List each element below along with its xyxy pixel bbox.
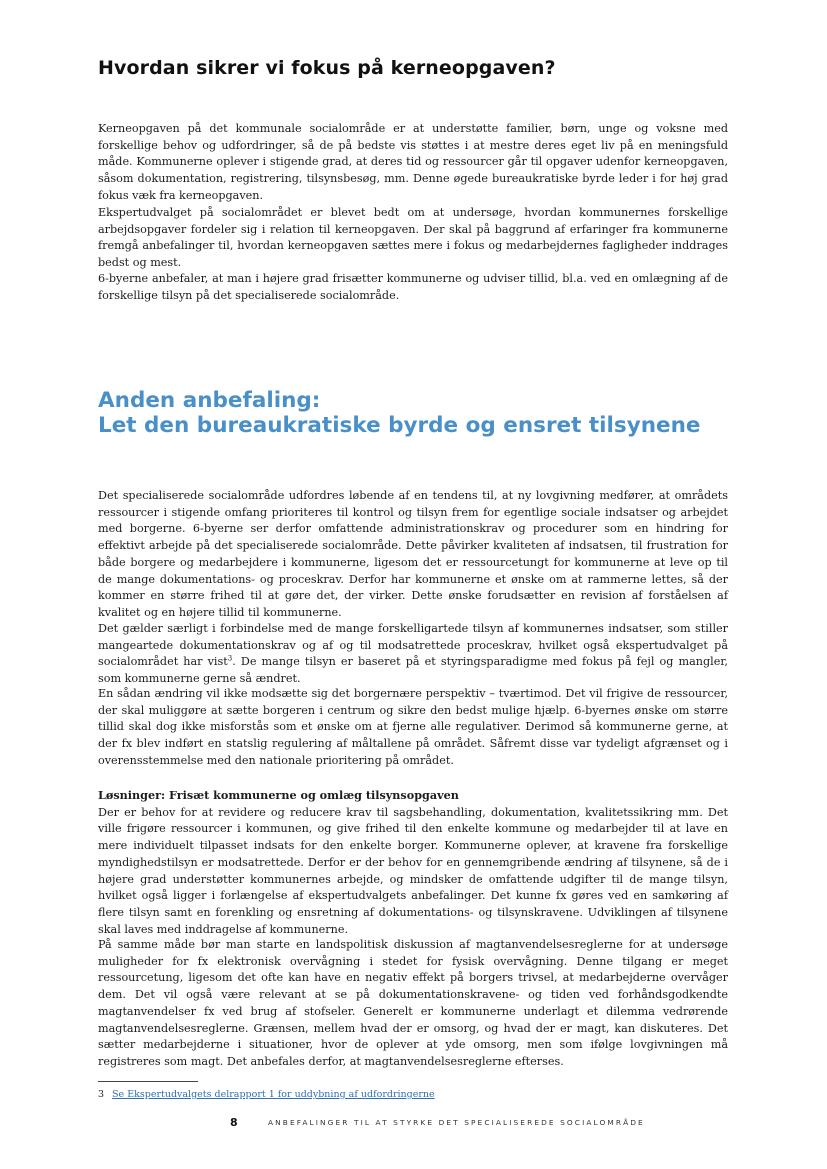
recommendation-title-line2: Let den bureaukratiske byrde og ensret tilsynene [98, 413, 701, 438]
paragraph-text [98, 621, 728, 688]
paragraph-segment: Der er behov for at revidere og reducere krav til sagsbehandling, dokumentation, kvalitetssikring mm. Det ville frigøre ressourcer i kommunen, og give frihed til den enkelte kommune og medarbejder til at lave en mere individuelt tilpasset indsats for den enkelte borger. Kommunerne oplever, at kravene fra forskellige myndighedstilsyn er modsatrettede. Derfor er der behov for en gennemgribende ændring af tilsynene, så de i højere grad understøtter kommunernes arbejde, og mindsker de omfattende udgifter til de mange tilsyn, hvilket også ligger i forlængelse af ekspertudvalgets anbefalinger. Det kunne fx gøres ved en samkøring af flere tilsyn samt en forenkling og ensretning af dokumentations- og tilsynskravene. Udviklingen af tilsynene skal laves med inddragelse af kommunerne. [98, 805, 728, 936]
intro-paragraph-2 [98, 205, 728, 272]
section-title: Hvordan sikrer vi fokus på kerneopgaven? [98, 57, 556, 79]
paragraph-text: 6-byerne anbefaler, at man i højere grad frisætter kommunerne og udviser tillid, bl.a. ved en omlægning af de forskellige tilsyn på det specialiserede socialområde. [98, 272, 728, 302]
solution-text [98, 787, 728, 938]
page-number: 8 [230, 1116, 238, 1129]
solution-block [98, 787, 728, 938]
footnote-number: 3 [98, 1089, 105, 1100]
recommendation-paragraph-3 [98, 686, 728, 770]
paragraph-text: Kerneopgaven på det kommunale socialområde er at understøtte familier, børn, unge og voksne med forskellige behov og udfordringer, så de på bedste vis støttes i at mestre deres eget liv på en meningsfuld måde. Kommunerne oplever i stigende grad, at deres tid og ressourcer går til opgaver udenfor kerneopgaven, såsom dokumentation, registrering, tilsynsbesøg, mm. Denne øgede bureaukratiske byrde leder i for høj grad fokus væk fra kerneopgaven. [98, 122, 728, 202]
paragraph-segment: . De mange tilsyn er baseret på et styringsparadigme med fokus på fejl og mangler, som kommunerne gerne så ændret. [98, 655, 728, 686]
paragraph-text: En sådan ændring vil ikke modsætte sig det borgernære perspektiv – tværtimod. Det vil frigive de ressourcer, der skal muliggøre at sætte borgeren i centrum og sikre den bedst mulige hjælp. 6-byernes ønske om større tillid skal dog ikke misforstås som et ønske om at fjerne alle regulativer. Derimod så kommunerne gerne, at der fx blev indført en statslig regulering af måltallene på området. Såfremt disse var tydeligt afgrænset og i overensstemmelse med den nationale prioritering på området. [98, 687, 728, 767]
intro-paragraph-1 [98, 121, 728, 205]
paragraph-text: På samme måde bør man starte en landspolitisk diskussion af magtanvendelsesreglerne for at undersøge muligheder for fx elektronisk overvågning i stedet for fysisk overvågning. Denne tilgang er meget ressourcetung, ligesom det ofte kan have en negativ effekt på borgers trivsel, at medarbejderne overvåger dem. Det vil også være relevant at se på dokumentationskravene- og tiden ved forhåndsgodkendte magtanvendelser fx ved brug af stofseler. Generelt er kommunerne underlagt et dilemma vedrørende magtanvendelsesreglerne. Grænsen, mellem hvad der er omsorg, og hvad der er magt, kan diskuteres. Det sætter medarbejderne i situationer, hvor de oplever at yde omsorg, men som ifølge lovgivningen må registreres som magt. Det anbefales derfor, at magtanvendelsesreglerne efterses. [98, 938, 728, 1068]
paragraph-text: Ekspertudvalget på socialområdet er blevet bedt om at undersøge, hvordan kommunernes forskellige arbejdsopgaver fordeler sig i relation til kerneopgaven. Der skal på baggrund af erfaringer fra kommunerne fremgå anbefalinger til, hvordan kerneopgaven sættes mere i fokus og medarbejdernes fagligheder inddrages bedst og mest. [98, 206, 728, 270]
recommendation-paragraph-1 [98, 488, 728, 622]
recommendation-title-line1: Anden anbefaling: [98, 388, 321, 413]
footnote [98, 1089, 435, 1100]
footnote-link[interactable]: Se Ekspertudvalgets delrapport 1 for uddybning af udfordringerne [112, 1089, 435, 1100]
footnote-ref[interactable]: 3 [227, 654, 233, 663]
footnote-divider [98, 1081, 198, 1082]
running-footer-title: ANBEFALINGER TIL AT STYRKE DET SPECIALISEREDE SOCIALOMRÅDE [268, 1118, 645, 1127]
recommendation-title [98, 388, 701, 438]
solution-heading: Løsninger: Frisæt kommunerne og omlæg tilsynsopgaven [98, 788, 459, 802]
paragraph-segment: Det gælder særligt i forbindelse med de mange forskelligartede tilsyn af kommunernes indsatser, som stiller mangeartede dokumentationskrav og af og til modsatrettede proceskrav, hvilket også ekspertudvalget på socialområdet har vist [98, 622, 728, 669]
intro-paragraph-3 [98, 271, 728, 304]
paragraph-text: Det specialiserede socialområde udfordres løbende af en tendens til, at ny lovgivning medfører, at områdets ressourcer i stigende omfang prioriteres til kontrol og tilsyn frem for egentlige sociale indsatser og arbejdet med borgerne. 6-byerne ser derfor omfattende administrationskrav og procedurer som en hindring for effektivt arbejde på det specialiserede socialområde. Dette påvirker kvaliteten af indsatsen, til frustration for både borgere og medarbejdere i kommunerne, ligesom det er ressourcetungt for kommunerne at leve op til de mange dokumentations- og proceskrav. Derfor har kommunerne et ønske om at rammerne lettes, så der kommer en større frihed til at gøre det, der virker. Dette ønske forudsætter en revision af forståelsen af kvalitet og en højere tillid til kommunerne. [98, 489, 728, 619]
recommendation-paragraph-5 [98, 937, 728, 1071]
recommendation-paragraph-2 [98, 621, 728, 688]
